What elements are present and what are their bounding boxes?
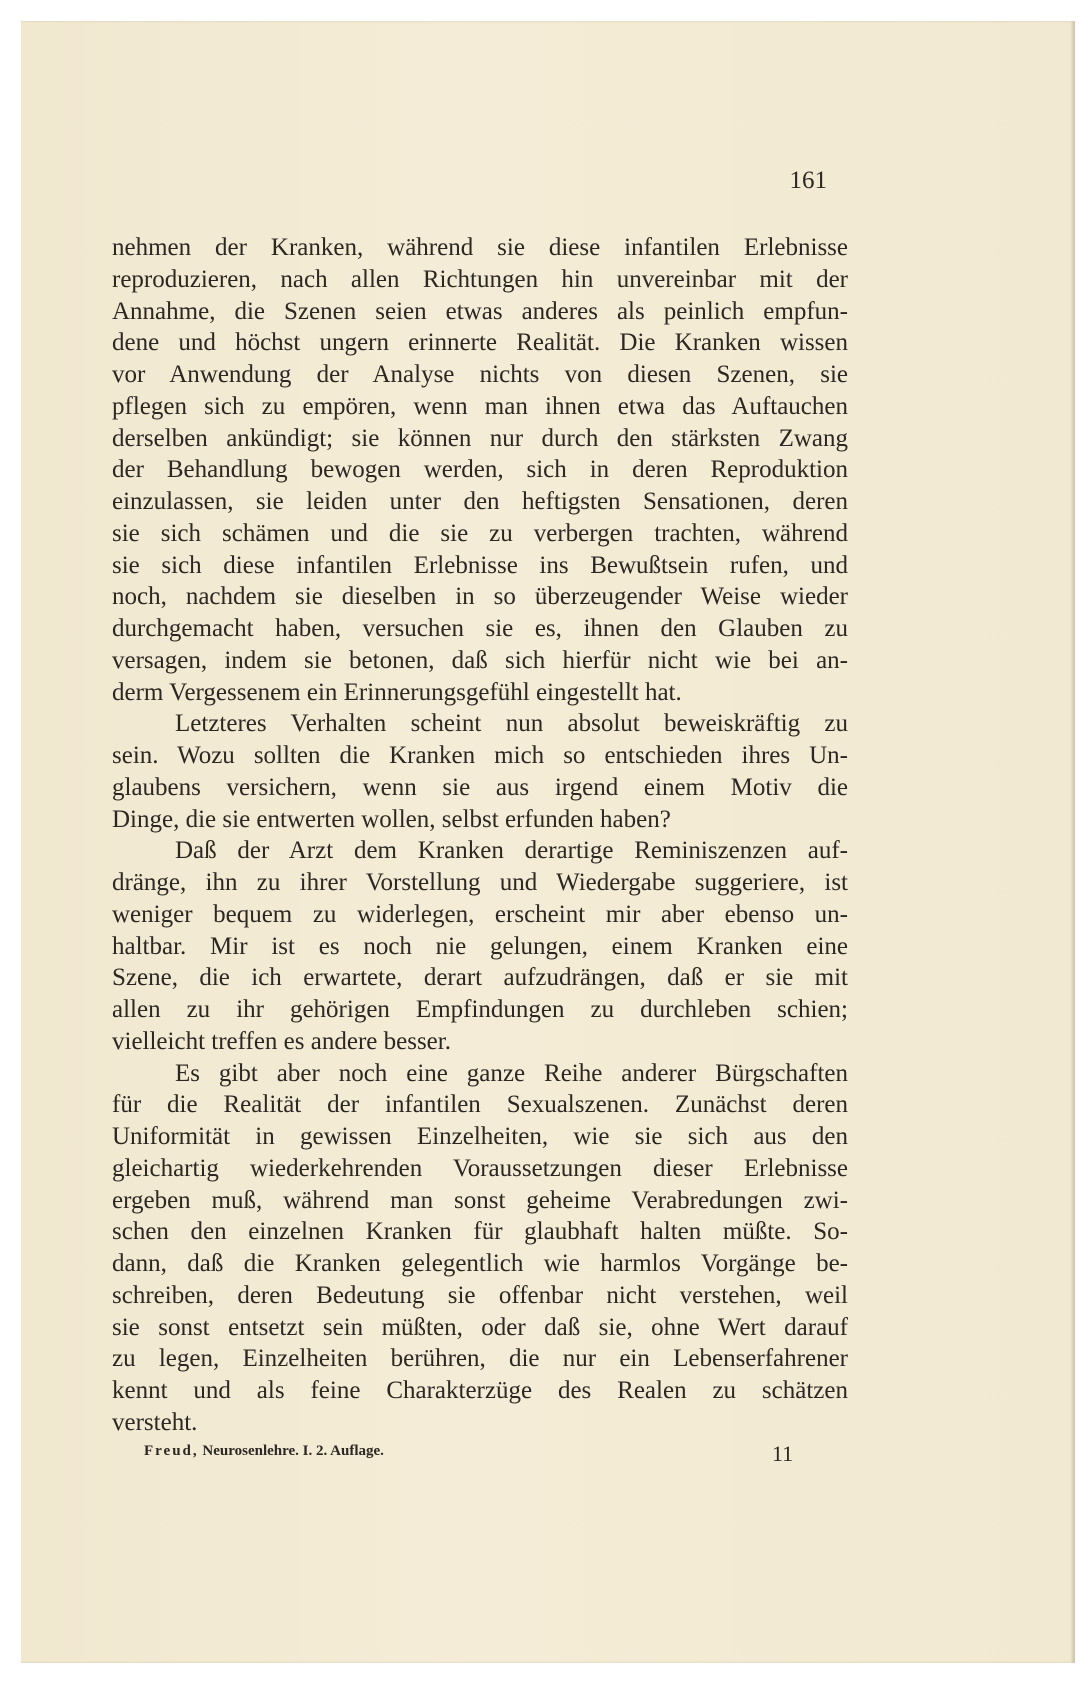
text-line: vielleicht treffen es andere besser. xyxy=(112,1027,451,1055)
text-line: allen zu ihr gehörigen Empfindungen zu durchleben schien; xyxy=(112,996,848,1023)
text-line: ergeben muß, während man sonst geheime Verabredungen zwi- xyxy=(112,1186,848,1214)
footer-imprint xyxy=(144,1443,384,1460)
text-line: dene und höchst ungern erinnerte Realität. Die Kranken wissen xyxy=(112,329,848,357)
text-line: vor Anwendung der Analyse nichts von diesen Szenen, sie xyxy=(112,361,848,388)
text-line: einzulassen, sie leiden unter den heftigsten Sensationen, deren xyxy=(112,488,848,515)
text-line: dann, daß die Kranken gelegentlich wie harmlos Vorgänge be- xyxy=(112,1250,848,1277)
text-line: dränge, ihn zu ihrer Vorstellung und Wiedergabe suggeriere, ist xyxy=(112,869,848,896)
text-line: nehmen der Kranken, während sie diese infantilen Erlebnisse xyxy=(112,234,848,261)
text-line: Szene, die ich erwartete, derart aufzudrängen, daß er sie mit xyxy=(112,964,848,992)
page-number: 161 xyxy=(789,167,827,194)
text-line: durchgemacht haben, versuchen sie es, ihnen den Glauben zu xyxy=(112,615,848,642)
text-line: pflegen sich zu empören, wenn man ihnen etwa das Auftauchen xyxy=(112,392,848,420)
text-line: sie sich diese infantilen Erlebnisse ins Bewußtsein rufen, und xyxy=(112,551,848,579)
book-page xyxy=(21,21,1075,1663)
text-line: haltbar. Mir ist es noch nie gelungen, einem Kranken eine xyxy=(112,932,848,960)
text-line: Uniformität in gewissen Einzelheiten, wie sie sich aus den xyxy=(112,1123,848,1150)
text-line: sie sonst entsetzt sein müßten, oder daß sie, ohne Wert darauf xyxy=(112,1313,848,1341)
text-line: Daß der Arzt dem Kranken derartige Reminiszenzen auf- xyxy=(175,837,848,865)
body-text xyxy=(112,232,848,1439)
signature-mark: 11 xyxy=(772,1441,794,1466)
text-line: sein. Wozu sollten die Kranken mich so entschieden ihres Un- xyxy=(112,742,848,769)
text-line: versteht. xyxy=(112,1408,198,1436)
footer-title: Neurosenlehre. I. 2. Auflage. xyxy=(202,1443,384,1459)
text-line: derm Vergessenem ein Erinnerungsgefühl eingestellt hat. xyxy=(112,678,682,706)
text-line: der Behandlung bewogen werden, sich in deren Reproduktion xyxy=(112,456,848,484)
text-line: Dinge, die sie entwerten wollen, selbst erfunden haben? xyxy=(112,805,671,833)
text-line: kennt und als feine Charakterzüge des Realen zu schätzen xyxy=(112,1377,848,1404)
text-line: glaubens versichern, wenn sie aus irgend einem Motiv die xyxy=(112,773,848,801)
footer-author: Freud, xyxy=(144,1443,199,1459)
text-line: zu legen, Einzelheiten berühren, die nur ein Lebenserfahrener xyxy=(112,1345,848,1373)
text-line: versagen, indem sie betonen, daß sich hierfür nicht wie bei an- xyxy=(112,646,848,674)
text-line: gleichartig wiederkehrenden Voraussetzungen dieser Erlebnisse xyxy=(112,1154,848,1182)
text-line: Es gibt aber noch eine ganze Reihe anderer Bürgschaften xyxy=(175,1059,848,1087)
text-line: Letzteres Verhalten scheint nun absolut beweiskräftig zu xyxy=(175,710,848,738)
text-line: sie sich schämen und die sie zu verbergen trachten, während xyxy=(112,519,848,547)
text-line: derselben ankündigt; sie können nur durch den stärksten Zwang xyxy=(112,424,848,452)
text-line: schreiben, deren Bedeutung sie offenbar nicht verstehen, weil xyxy=(112,1281,848,1309)
text-line: noch, nachdem sie dieselben in so überzeugender Weise wieder xyxy=(112,583,848,611)
text-line: Annahme, die Szenen seien etwas anderes als peinlich empfun- xyxy=(112,297,848,325)
text-line: weniger bequem zu widerlegen, erscheint mir aber ebenso un- xyxy=(112,900,848,928)
text-line: schen den einzelnen Kranken für glaubhaft halten müßte. So- xyxy=(112,1218,848,1246)
text-line: reproduzieren, nach allen Richtungen hin unvereinbar mit der xyxy=(112,265,848,293)
text-line: für die Realität der infantilen Sexualszenen. Zunächst deren xyxy=(112,1091,848,1119)
